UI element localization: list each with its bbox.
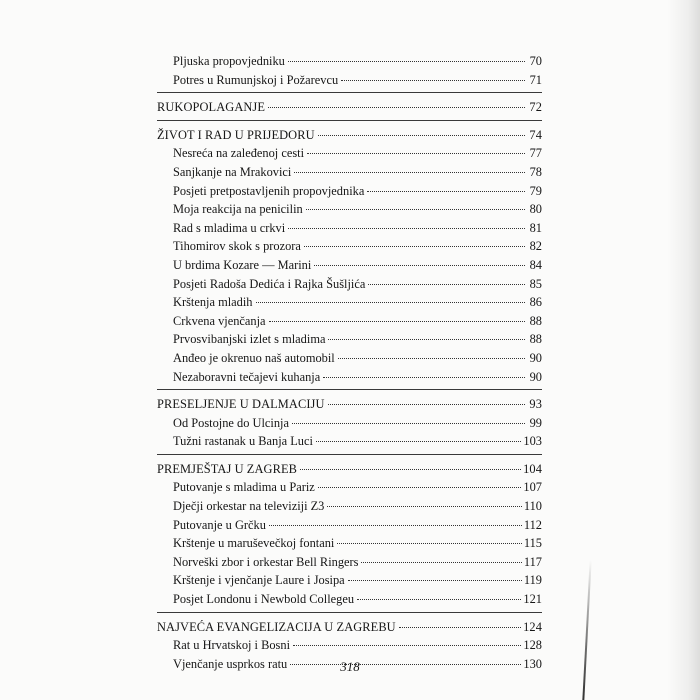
page-ref: 112 xyxy=(523,517,542,532)
toc-entry xyxy=(157,144,542,163)
page-ref: 110 xyxy=(523,499,542,514)
entry-title: Nesreća na zaleđenoj cesti xyxy=(173,146,305,161)
toc-entry xyxy=(157,497,542,516)
entry-title: Pljuska propovjedniku xyxy=(173,54,285,68)
page-ref: 99 xyxy=(529,415,542,430)
dot-leader xyxy=(306,208,525,210)
toc-part-heading xyxy=(157,460,542,479)
toc-entry xyxy=(157,237,542,256)
section-divider xyxy=(157,120,542,121)
toc-entry xyxy=(157,349,542,368)
dot-leader xyxy=(269,524,522,526)
page-ref: 124 xyxy=(523,619,542,634)
page-ref: 74 xyxy=(529,127,542,142)
dot-leader xyxy=(399,626,521,628)
entry-title: Posjet Londonu i Newbold Collegeu xyxy=(173,592,355,607)
dot-leader xyxy=(314,264,525,266)
toc-entry xyxy=(157,182,542,201)
toc-entry xyxy=(157,275,542,294)
toc-part-heading xyxy=(157,98,542,117)
toc-entry xyxy=(157,590,542,609)
page-ref: 107 xyxy=(523,480,542,495)
entry-title: Prvosvibanjski izlet s mladima xyxy=(173,332,326,347)
entry-title: Putovanje s mladima u Pariz xyxy=(173,480,315,495)
toc-entry xyxy=(157,312,542,331)
dot-leader xyxy=(328,338,525,340)
entry-title: Krštenje u maruševečkoj fontani xyxy=(173,536,335,551)
section-divider xyxy=(157,612,542,613)
dot-leader xyxy=(316,440,521,442)
dot-leader xyxy=(348,579,522,581)
dot-leader xyxy=(328,403,525,405)
dot-leader xyxy=(361,561,521,563)
page-ref: 85 xyxy=(529,276,542,291)
entry-title: Sanjkanje na Mrakovici xyxy=(173,164,292,179)
page-ref: 77 xyxy=(529,146,542,161)
entry-title: Vjenčanje usprkos ratu xyxy=(173,656,288,671)
entry-title: U brdima Kozare — Marini xyxy=(173,257,312,272)
section-divider xyxy=(157,92,542,93)
page-number: 318 xyxy=(340,659,360,674)
toc-entry xyxy=(157,52,542,71)
page-ref: 88 xyxy=(529,313,542,328)
page-ref: 90 xyxy=(529,350,542,365)
dot-leader xyxy=(269,320,525,322)
entry-title: Crkvena vjenčanja xyxy=(173,313,266,328)
page-edge-line xyxy=(582,560,591,700)
dot-leader xyxy=(294,171,525,173)
entry-title: Putovanje u Grčku xyxy=(173,517,266,532)
dot-leader xyxy=(292,422,525,424)
toc-entry xyxy=(157,293,542,312)
entry-title: Rat u Hrvatskoj i Bosni xyxy=(173,638,291,653)
entry-title: Posjeti pretpostavljenih propovjednika xyxy=(173,183,365,198)
toc-entry xyxy=(157,636,542,655)
dot-leader xyxy=(293,644,521,646)
toc-entry xyxy=(157,71,542,90)
page-ref: 70 xyxy=(529,54,542,68)
entry-title: Potres u Rumunjskoj i Požarevcu xyxy=(173,72,339,87)
entry-title: Tužni rastanak u Banja Luci xyxy=(173,434,313,449)
entry-title: Anđeo je okrenuo naš automobil xyxy=(173,350,335,365)
part-title: ŽIVOT I RAD U PRIJEDORU xyxy=(157,127,315,142)
page-ref: 86 xyxy=(529,295,542,310)
page-ref: 130 xyxy=(523,656,542,671)
dot-leader xyxy=(368,283,525,285)
page-ref: 103 xyxy=(523,434,542,449)
dot-leader xyxy=(341,79,525,81)
page-ref: 84 xyxy=(529,257,542,272)
page-ref: 90 xyxy=(529,369,542,384)
page-ref: 115 xyxy=(523,536,542,551)
part-title: RUKOPOLAGANJE xyxy=(157,100,265,115)
toc-entry xyxy=(157,200,542,219)
table-of-contents xyxy=(157,52,542,673)
part-title: NAJVEĆA EVANGELIZACIJA U ZAGREBU xyxy=(157,619,396,634)
toc-entry xyxy=(157,516,542,535)
toc-entry xyxy=(157,368,542,387)
dot-leader xyxy=(288,60,525,62)
part-title: PRESELJENJE U DALMACIJU xyxy=(157,397,325,412)
toc-entry xyxy=(157,330,542,349)
part-title: PREMJEŠTAJ U ZAGREB xyxy=(157,461,297,476)
entry-title: Rad s mladima u crkvi xyxy=(173,220,286,235)
toc-entry xyxy=(157,163,542,182)
entry-title: Od Postojne do Ulcinja xyxy=(173,415,289,430)
toc-part-heading xyxy=(157,395,542,414)
toc-entry xyxy=(157,432,542,451)
toc-entry xyxy=(157,219,542,238)
page-ref: 79 xyxy=(529,183,542,198)
toc-entry xyxy=(157,553,542,572)
section-divider xyxy=(157,454,542,455)
page-edge-shadow xyxy=(550,0,700,700)
toc-entry xyxy=(157,571,542,590)
dot-leader xyxy=(307,152,525,154)
entry-title: Moja reakcija na penicilin xyxy=(173,202,303,217)
dot-leader xyxy=(300,468,521,470)
page-ref: 81 xyxy=(529,220,542,235)
page-ref: 121 xyxy=(523,592,542,607)
page-ref: 104 xyxy=(523,461,542,476)
entry-title: Tihomirov skok s prozora xyxy=(173,239,301,254)
dot-leader xyxy=(367,190,525,192)
toc-part-heading xyxy=(157,618,542,637)
page-ref: 93 xyxy=(529,397,542,412)
page-ref: 80 xyxy=(529,202,542,217)
page-ref: 117 xyxy=(523,554,542,569)
page-ref: 82 xyxy=(529,239,542,254)
page-ref: 119 xyxy=(523,573,542,588)
dot-leader xyxy=(268,106,525,108)
dot-leader xyxy=(288,227,525,229)
entry-title: Norveški zbor i orkestar Bell Ringers xyxy=(173,554,359,569)
dot-leader xyxy=(338,357,525,359)
entry-title: Nezaboravni tečajevi kuhanja xyxy=(173,369,321,384)
page-ref: 78 xyxy=(529,164,542,179)
dot-leader xyxy=(256,301,526,303)
page-ref: 71 xyxy=(529,72,542,87)
page-ref: 88 xyxy=(529,332,542,347)
entry-title: Krštenje i vjenčanje Laure i Josipa xyxy=(173,573,345,588)
dot-leader xyxy=(318,486,522,488)
toc-part-heading xyxy=(157,126,542,145)
dot-leader xyxy=(323,376,525,378)
dot-leader xyxy=(304,245,525,247)
page-ref: 72 xyxy=(529,100,542,115)
entry-title: Posjeti Radoša Dedića i Rajka Šušljića xyxy=(173,276,366,291)
toc-entry xyxy=(157,478,542,497)
dot-leader xyxy=(327,505,521,507)
toc-entry xyxy=(157,534,542,553)
toc-entry xyxy=(157,414,542,433)
dot-leader xyxy=(337,542,521,544)
entry-title: Dječji orkestar na televiziji Z3 xyxy=(173,499,325,514)
dot-leader xyxy=(318,134,525,136)
toc-entry xyxy=(157,256,542,275)
section-divider xyxy=(157,389,542,390)
page-ref: 128 xyxy=(523,638,542,653)
dot-leader xyxy=(357,598,521,600)
entry-title: Krštenja mladih xyxy=(173,295,253,310)
